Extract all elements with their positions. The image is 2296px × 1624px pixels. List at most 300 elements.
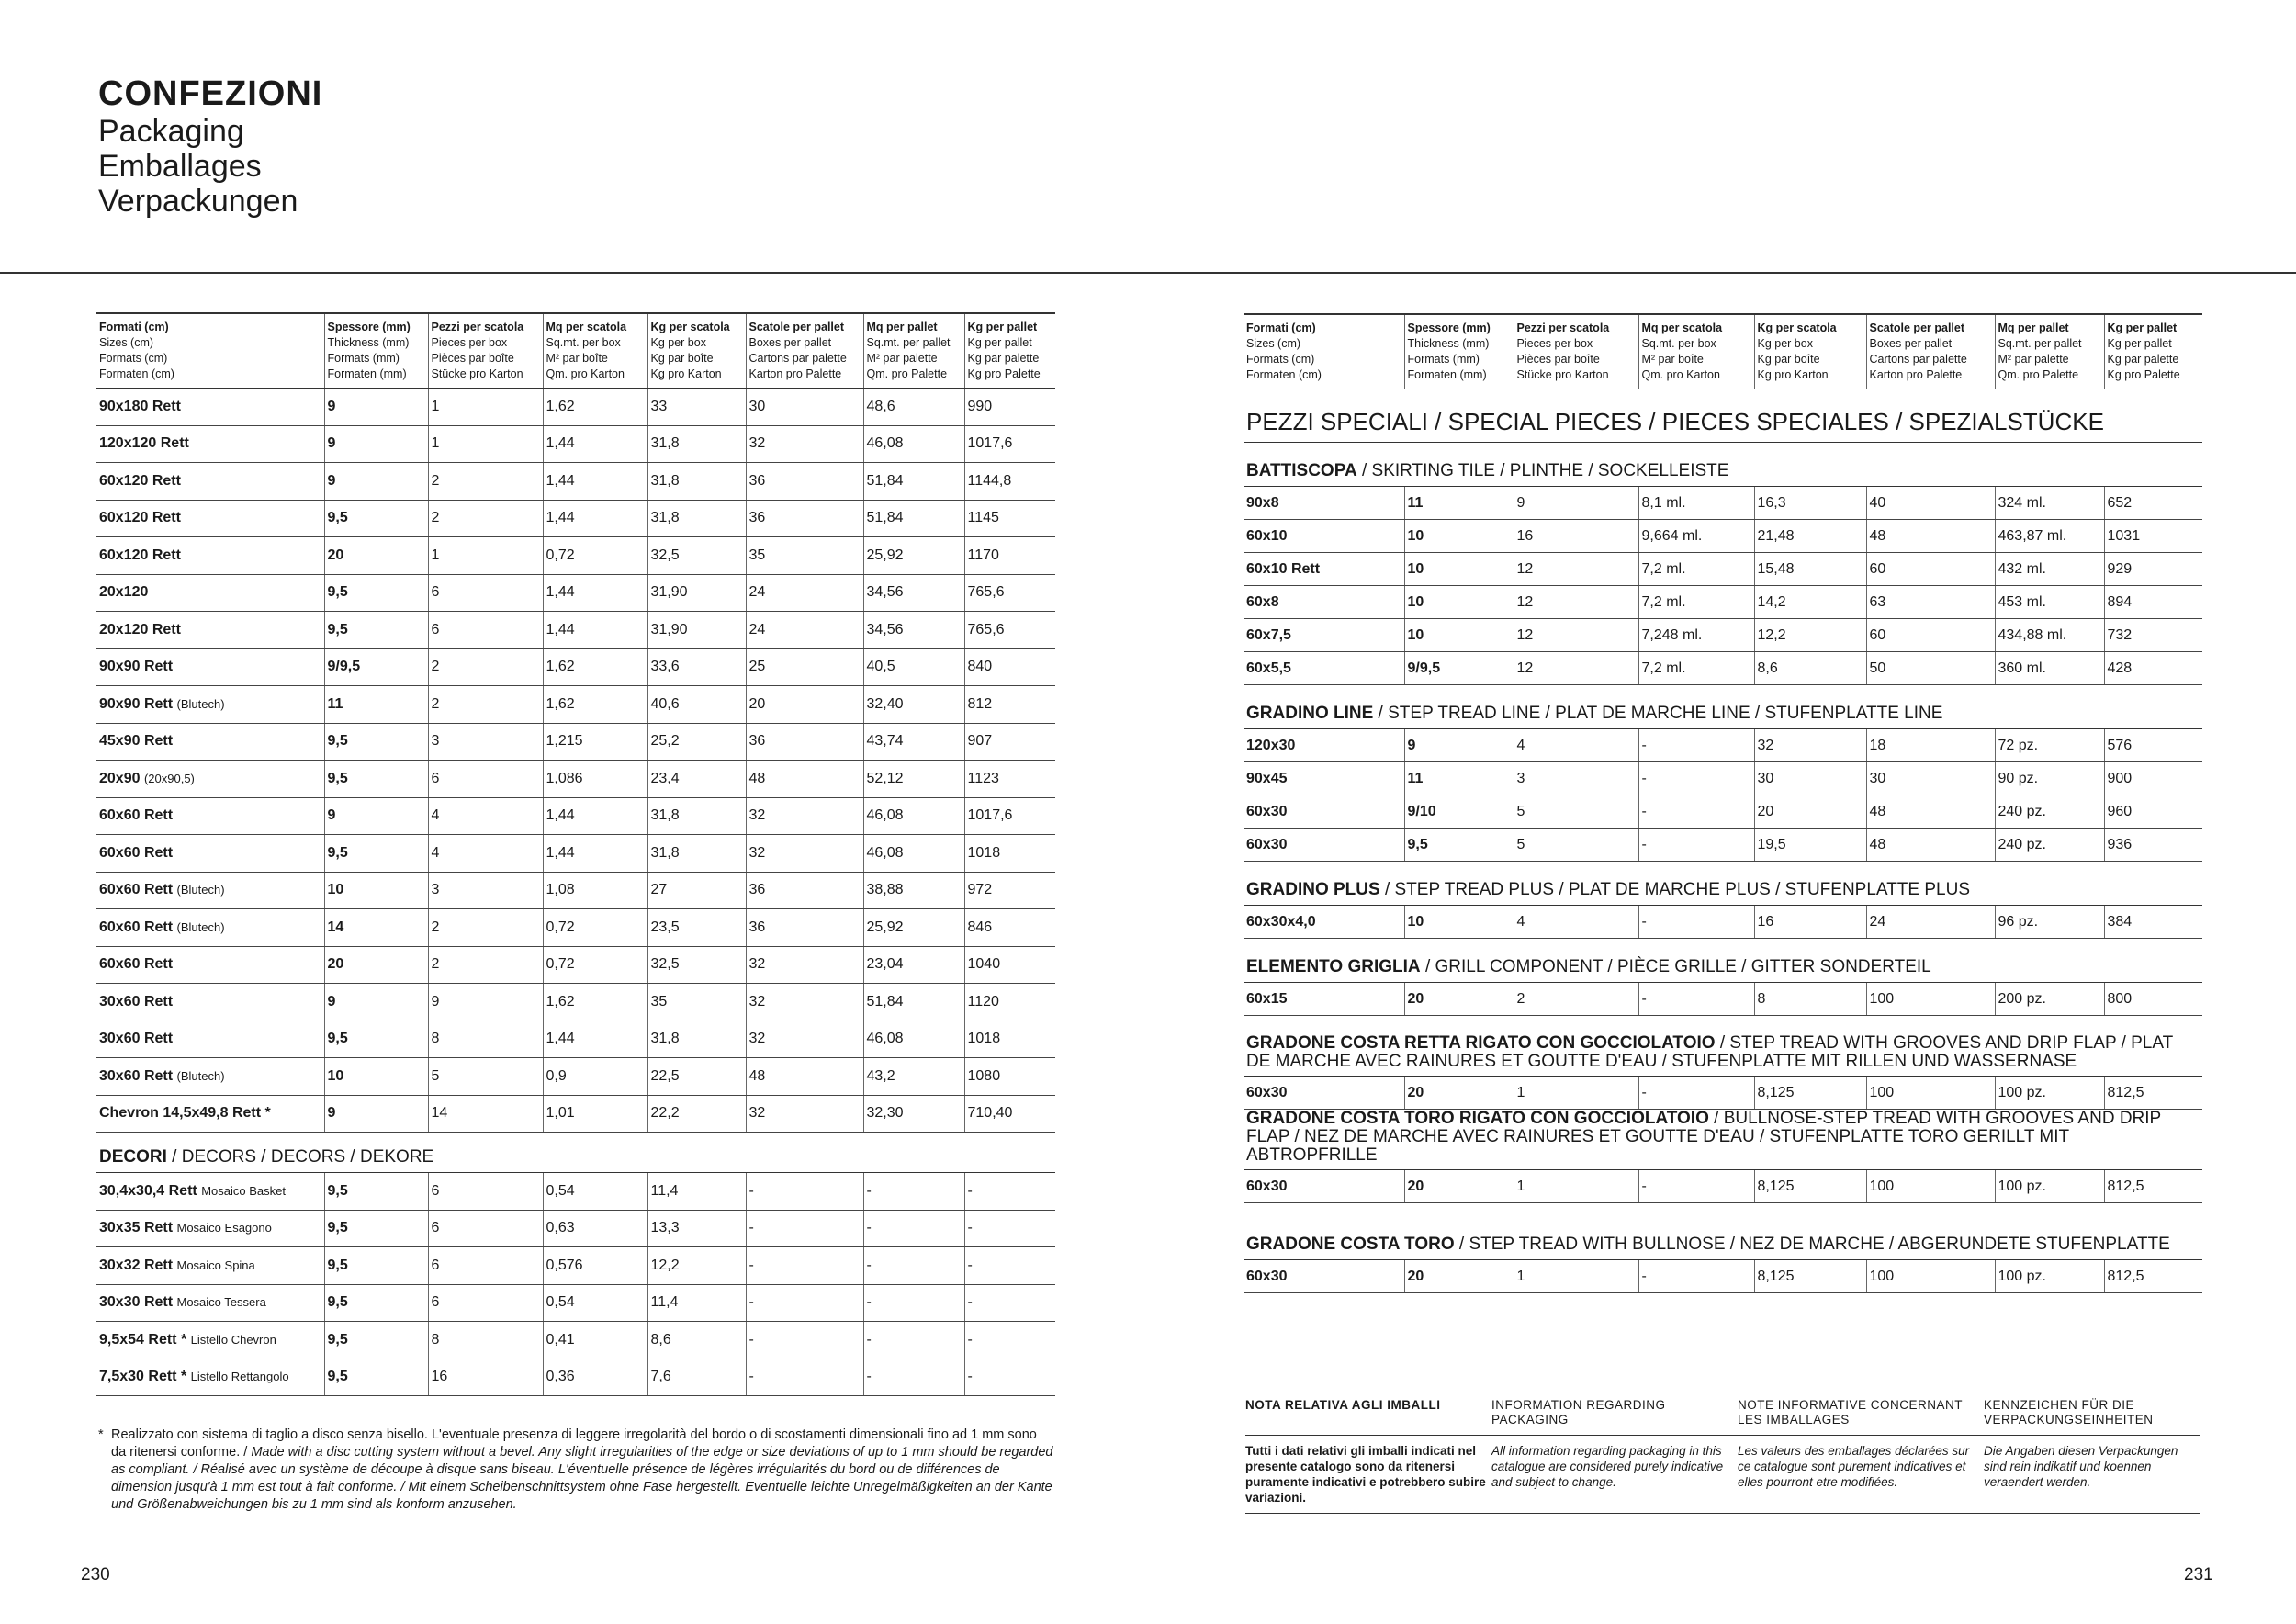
value-cell: 6: [428, 1247, 543, 1285]
table-row: [96, 797, 1055, 835]
value-cell: 2: [428, 648, 543, 686]
section-title-rest: / STEP TREAD LINE / PLAT DE MARCHE LINE / STUFENPLATTE LINE: [1373, 704, 1943, 723]
footnote-marker: *: [98, 1427, 104, 1442]
header-kg-pallet-en: Kg per pallet: [967, 336, 1032, 349]
table-row: [96, 909, 1055, 947]
format-name: 30x60 Rett: [99, 1067, 174, 1084]
section-title: [1244, 1110, 2202, 1170]
header-boxes-pallet-it: Scatole per pallet: [1869, 321, 1965, 334]
value-cell: 1120: [964, 984, 1055, 1021]
value-cell: 360 ml.: [1995, 652, 2104, 685]
table-row: [96, 425, 1055, 463]
table-row: [1244, 762, 2202, 795]
value-cell: -: [1638, 1077, 1754, 1110]
value-cell: 1,44: [543, 612, 647, 649]
format-name: 60x120 Rett: [99, 472, 181, 489]
format-name: 7,5x30 Rett *: [99, 1369, 187, 1385]
table-row: [96, 835, 1055, 873]
value-cell: 50: [1866, 652, 1995, 685]
format-cell: [96, 537, 324, 575]
table-row: [1244, 829, 2202, 862]
value-cell: 5: [1514, 829, 1638, 862]
value-cell: 1,44: [543, 425, 647, 463]
value-cell: 8,1 ml.: [1638, 487, 1754, 520]
value-cell: 31,8: [647, 425, 746, 463]
value-cell: 765,6: [964, 612, 1055, 649]
value-cell: 100: [1866, 1260, 1995, 1293]
value-cell: 2: [428, 500, 543, 537]
value-cell: 16: [1754, 906, 1866, 939]
value-cell: 936: [2104, 829, 2202, 862]
value-cell: 960: [2104, 795, 2202, 829]
section-title-bold: ELEMENTO GRIGLIA: [1246, 957, 1421, 976]
table-row: [1244, 795, 2202, 829]
header-pieces-de: Stücke pro Karton: [1516, 368, 1609, 381]
format-name: 30x35 Rett: [99, 1220, 174, 1236]
value-cell: 30: [1754, 762, 1866, 795]
value-cell: 31,8: [647, 835, 746, 873]
section-header: [1244, 443, 2202, 487]
value-cell: 52,12: [863, 761, 964, 798]
section-header: [1244, 939, 2202, 983]
value-cell: -: [863, 1322, 964, 1359]
header-boxes-pallet-fr: Cartons par palette: [748, 352, 847, 365]
value-cell: 20: [746, 686, 863, 724]
format-cell: [96, 835, 324, 873]
header-kg-pallet-it: Kg per pallet: [2107, 321, 2178, 334]
header-pieces-it: Pezzi per scatola: [1516, 321, 1610, 334]
value-cell: 11,4: [647, 1284, 746, 1322]
format-note: (Blutech): [176, 696, 225, 711]
value-cell: -: [964, 1210, 1055, 1247]
page-number-left: 230: [81, 1565, 110, 1585]
header-sqm-box-en: Sq.mt. per box: [546, 336, 621, 349]
section-title-rest: / SKIRTING TILE / PLINTHE / SOCKELLEISTE: [1356, 461, 1729, 480]
value-cell: 1: [1514, 1077, 1638, 1110]
value-cell: 25: [746, 648, 863, 686]
section-header-decori: [96, 1133, 1055, 1173]
value-cell: 9: [324, 389, 428, 426]
header-sqm-box-it: Mq per scatola: [546, 321, 627, 333]
value-cell: 7,2 ml.: [1638, 652, 1754, 685]
section-title-bold: BATTISCOPA: [1246, 461, 1357, 480]
format-note: Mosaico Spina: [176, 1257, 255, 1272]
value-cell: 840: [964, 648, 1055, 686]
value-cell: 453 ml.: [1995, 586, 2104, 619]
value-cell: 2: [428, 909, 543, 947]
table-row: [96, 1284, 1055, 1322]
value-cell: 9: [1404, 729, 1514, 762]
value-cell: 1,086: [543, 761, 647, 798]
value-cell: 18: [1866, 729, 1995, 762]
value-cell: 6: [428, 761, 543, 798]
header-sqm-pallet-de: Qm. pro Palette: [1998, 368, 2079, 381]
value-cell: 20: [1404, 983, 1514, 1016]
table-row: [96, 1058, 1055, 1096]
section-title: [1244, 939, 2202, 983]
value-cell: 9,5: [324, 1284, 428, 1322]
value-cell: 15,48: [1754, 553, 1866, 586]
value-cell: 2: [428, 686, 543, 724]
value-cell: -: [746, 1210, 863, 1247]
header-formats-it: Formati (cm): [1246, 321, 1316, 334]
table-row: [96, 648, 1055, 686]
value-cell: -: [863, 1247, 964, 1285]
packaging-notes: [1245, 1398, 2200, 1514]
value-cell: 3: [428, 872, 543, 909]
value-cell: 31,8: [647, 463, 746, 501]
header-kg-box-fr: Kg par boîte: [650, 352, 714, 365]
value-cell: 5: [428, 1058, 543, 1096]
format-cell: [96, 1095, 324, 1133]
section-title-bold: GRADONE COSTA TORO: [1246, 1235, 1455, 1254]
value-cell: 929: [2104, 553, 2202, 586]
format-cell: [96, 686, 324, 724]
format-cell: [96, 648, 324, 686]
value-cell: -: [746, 1247, 863, 1285]
value-cell: 1017,6: [964, 797, 1055, 835]
value-cell: 32,5: [647, 946, 746, 984]
value-cell: 46,08: [863, 1021, 964, 1058]
header-kg-box-it: Kg per scatola: [650, 321, 730, 333]
header-thickness-fr: Formats (mm): [1407, 353, 1480, 366]
value-cell: 30: [746, 389, 863, 426]
value-cell: 96 pz.: [1995, 906, 2104, 939]
value-cell: 765,6: [964, 574, 1055, 612]
note-body-de: Die Angaben diesen Verpackungen sind rein indikatif und koennen veraendert werden.: [1984, 1436, 2200, 1514]
format-name: 60x60 Rett: [99, 882, 174, 898]
value-cell: 900: [2104, 762, 2202, 795]
value-cell: 7,6: [647, 1359, 746, 1396]
section-title-bold: GRADINO LINE: [1246, 704, 1374, 723]
value-cell: 1,62: [543, 686, 647, 724]
value-cell: 4: [428, 797, 543, 835]
section-title: [1244, 862, 2202, 906]
value-cell: 1,01: [543, 1095, 647, 1133]
format-name: 90x90 Rett: [99, 695, 174, 712]
value-cell: 4: [428, 835, 543, 873]
value-cell: 6: [428, 1173, 543, 1211]
value-cell: -: [863, 1210, 964, 1247]
section-header: [1244, 862, 2202, 906]
value-cell: 1,44: [543, 835, 647, 873]
value-cell: 38,88: [863, 872, 964, 909]
value-cell: 0,63: [543, 1210, 647, 1247]
value-cell: 51,84: [863, 500, 964, 537]
value-cell: 12: [1514, 652, 1638, 685]
value-cell: 434,88 ml.: [1995, 619, 2104, 652]
value-cell: -: [746, 1322, 863, 1359]
value-cell: 12: [1514, 586, 1638, 619]
value-cell: 9,5: [1404, 829, 1514, 862]
table-row: [1244, 983, 2202, 1016]
format-cell: [96, 463, 324, 501]
value-cell: -: [1638, 983, 1754, 1016]
table-row: [1244, 729, 2202, 762]
value-cell: 8: [428, 1021, 543, 1058]
format-cell: 120x30: [1244, 729, 1404, 762]
packaging-table-special: [1244, 313, 2202, 1293]
format-name: 60x60 Rett: [99, 844, 174, 861]
value-cell: 31,8: [647, 1021, 746, 1058]
header-sqm-box-de: Qm. pro Karton: [546, 367, 625, 380]
value-cell: 34,56: [863, 612, 964, 649]
header-kg-box-it: Kg per scatola: [1757, 321, 1837, 334]
table-row: [1244, 1170, 2202, 1203]
value-cell: 1: [428, 425, 543, 463]
title-block: [98, 73, 322, 219]
value-cell: 31,90: [647, 612, 746, 649]
value-cell: 9: [324, 1095, 428, 1133]
value-cell: 9,5: [324, 1173, 428, 1211]
value-cell: 48: [746, 761, 863, 798]
value-cell: 9/9,5: [324, 648, 428, 686]
value-cell: 1144,8: [964, 463, 1055, 501]
table-row: [1244, 586, 2202, 619]
value-cell: 10: [1404, 520, 1514, 553]
value-cell: 8,125: [1754, 1077, 1866, 1110]
value-cell: 43,74: [863, 723, 964, 761]
format-cell: 60x7,5: [1244, 619, 1404, 652]
header-sqm-pallet: [1995, 314, 2104, 389]
header-formats-fr: Formats (cm): [99, 352, 168, 365]
header-pieces-fr: Pièces par boîte: [431, 352, 514, 365]
value-cell: 32: [746, 425, 863, 463]
value-cell: 14,2: [1754, 586, 1866, 619]
value-cell: 31,8: [647, 500, 746, 537]
value-cell: 1017,6: [964, 425, 1055, 463]
value-cell: 12,2: [1754, 619, 1866, 652]
value-cell: 6: [428, 612, 543, 649]
section-header: [1244, 685, 2202, 729]
top-divider: [0, 272, 2296, 274]
value-cell: 32: [746, 946, 863, 984]
value-cell: 32: [1754, 729, 1866, 762]
format-cell: [96, 612, 324, 649]
format-cell: 60x30: [1244, 829, 1404, 862]
value-cell: 0,54: [543, 1173, 647, 1211]
table-header: [96, 313, 1055, 389]
section-title-bold: DECORI: [99, 1147, 167, 1167]
value-cell: 10: [1404, 586, 1514, 619]
format-note: Mosaico Esagono: [176, 1221, 272, 1235]
section-title-rest: / STEP TREAD WITH GROOVES AND DRIP FLAP / PLAT DE MARCHE AVEC RAINURES ET GOUTTE D'EAU / STUFENPLATTE MIT RILLEN UND WASSERNASE: [1246, 1033, 2173, 1071]
value-cell: -: [746, 1173, 863, 1211]
header-kg-box: [1754, 314, 1866, 389]
section-title: [1244, 1203, 2202, 1260]
value-cell: -: [964, 1247, 1055, 1285]
value-cell: 23,5: [647, 909, 746, 947]
value-cell: 90 pz.: [1995, 762, 2104, 795]
value-cell: 33,6: [647, 648, 746, 686]
value-cell: 32,5: [647, 537, 746, 575]
value-cell: 1,44: [543, 574, 647, 612]
section-title-bold: GRADINO PLUS: [1246, 880, 1380, 899]
value-cell: 894: [2104, 586, 2202, 619]
header-boxes-pallet-fr: Cartons par palette: [1869, 353, 1967, 366]
header-formats-de: Formaten (cm): [99, 367, 174, 380]
value-cell: 40,6: [647, 686, 746, 724]
format-name: 9,5x54 Rett *: [99, 1331, 187, 1348]
value-cell: 0,72: [543, 909, 647, 947]
section-header: [1244, 1203, 2202, 1260]
value-cell: 240 pz.: [1995, 829, 2104, 862]
value-cell: 100: [1866, 1170, 1995, 1203]
format-cell: [96, 1210, 324, 1247]
value-cell: 9,5: [324, 1210, 428, 1247]
format-name: 30x60 Rett: [99, 1031, 174, 1047]
value-cell: 100 pz.: [1995, 1077, 2104, 1110]
value-cell: 9: [324, 463, 428, 501]
header-sqm-pallet: [863, 313, 964, 389]
table-row: [96, 872, 1055, 909]
value-cell: 8,6: [1754, 652, 1866, 685]
value-cell: -: [863, 1359, 964, 1396]
value-cell: -: [1638, 729, 1754, 762]
format-name: 60x60 Rett: [99, 919, 174, 935]
format-name: 20x120: [99, 584, 149, 601]
value-cell: 23,4: [647, 761, 746, 798]
value-cell: 10: [324, 872, 428, 909]
value-cell: 9/9,5: [1404, 652, 1514, 685]
value-cell: 32,30: [863, 1095, 964, 1133]
value-cell: 31,90: [647, 574, 746, 612]
value-cell: 30: [1866, 762, 1995, 795]
value-cell: 36: [746, 909, 863, 947]
format-name: 30x60 Rett: [99, 993, 174, 1009]
value-cell: 3: [428, 723, 543, 761]
table-row: [96, 1021, 1055, 1058]
value-cell: 1: [428, 389, 543, 426]
value-cell: 48: [1866, 829, 1995, 862]
header-thickness-de: Formaten (mm): [1407, 368, 1487, 381]
value-cell: 1,44: [543, 1021, 647, 1058]
section-title-main: PEZZI SPECIALI: [1246, 408, 1428, 435]
value-cell: -: [964, 1284, 1055, 1322]
header-pieces-en: Pieces per box: [1516, 337, 1593, 350]
value-cell: 25,2: [647, 723, 746, 761]
page-title: CONFEZIONI: [98, 74, 323, 113]
value-cell: 48: [1866, 795, 1995, 829]
value-cell: 9,5: [324, 1359, 428, 1396]
header-thickness: [1404, 314, 1514, 389]
section-title: [1244, 389, 2202, 443]
value-cell: 0,72: [543, 537, 647, 575]
table-row: [96, 537, 1055, 575]
value-cell: 1,44: [543, 463, 647, 501]
section-title-rest: / STEP TREAD WITH BULLNOSE / NEZ DE MARCHE / ABGERUNDETE STUFENPLATTE: [1454, 1235, 2170, 1254]
value-cell: 4: [1514, 729, 1638, 762]
value-cell: 32: [746, 835, 863, 873]
value-cell: 22,2: [647, 1095, 746, 1133]
value-cell: 1,215: [543, 723, 647, 761]
header-kg-box-fr: Kg par boîte: [1757, 353, 1820, 366]
format-note: Mosaico Tessera: [176, 1295, 266, 1310]
note-body-it: Tutti i dati relativi gli imballi indicati nel presente catalogo sono da ritenersi puramente indicativi e potrebbero subire variazioni.: [1245, 1436, 1491, 1514]
format-cell: 60x30: [1244, 1077, 1404, 1110]
table-row: [1244, 1077, 2202, 1110]
format-cell: 90x8: [1244, 487, 1404, 520]
value-cell: -: [964, 1173, 1055, 1211]
value-cell: 240 pz.: [1995, 795, 2104, 829]
note-heading-en: INFORMATION REGARDING PACKAGING: [1491, 1398, 1738, 1436]
value-cell: 1,44: [543, 797, 647, 835]
header-boxes-pallet-de: Karton pro Palette: [748, 367, 842, 380]
header-kg-pallet-fr: Kg par palette: [2107, 353, 2179, 366]
header-boxes-pallet: [746, 313, 863, 389]
footnote: [98, 1427, 1053, 1514]
section-title-rest: / DECORS / DECORS / DEKORE: [166, 1147, 434, 1167]
format-cell: 60x15: [1244, 983, 1404, 1016]
value-cell: 4: [1514, 906, 1638, 939]
value-cell: 972: [964, 872, 1055, 909]
value-cell: 1123: [964, 761, 1055, 798]
value-cell: -: [1638, 906, 1754, 939]
format-name: 120x120 Rett: [99, 435, 189, 452]
value-cell: 9,5: [324, 1247, 428, 1285]
header-formats-en: Sizes (cm): [1246, 337, 1301, 350]
format-cell: [96, 797, 324, 835]
header-thickness: [324, 313, 428, 389]
page-subtitle-en: Packaging: [98, 114, 244, 149]
value-cell: 10: [1404, 553, 1514, 586]
value-cell: 9,5: [324, 574, 428, 612]
value-cell: 16,3: [1754, 487, 1866, 520]
table-row: [96, 612, 1055, 649]
value-cell: 1: [1514, 1170, 1638, 1203]
value-cell: 812,5: [2104, 1260, 2202, 1293]
value-cell: 11: [324, 686, 428, 724]
format-cell: [96, 723, 324, 761]
value-cell: 100: [1866, 1077, 1995, 1110]
value-cell: 48,6: [863, 389, 964, 426]
value-cell: 9,5: [324, 723, 428, 761]
value-cell: 51,84: [863, 463, 964, 501]
format-cell: [96, 1021, 324, 1058]
table-row: [1244, 1260, 2202, 1293]
value-cell: 1018: [964, 1021, 1055, 1058]
format-cell: [96, 425, 324, 463]
page-subtitle-fr: Emballages: [98, 149, 262, 184]
section-header-pezzi: [1244, 389, 2202, 443]
value-cell: 34,56: [863, 574, 964, 612]
format-note: (Blutech): [176, 1068, 225, 1083]
value-cell: 48: [1866, 520, 1995, 553]
table-row: [96, 500, 1055, 537]
value-cell: 72 pz.: [1995, 729, 2104, 762]
format-name: 60x60 Rett: [99, 956, 174, 973]
value-cell: 6: [428, 1210, 543, 1247]
value-cell: 51,84: [863, 984, 964, 1021]
value-cell: 46,08: [863, 835, 964, 873]
header-thickness-de: Formaten (mm): [327, 367, 407, 380]
value-cell: 12,2: [647, 1247, 746, 1285]
section-title: [1244, 685, 2202, 729]
format-cell: 60x10: [1244, 520, 1404, 553]
value-cell: 9,664 ml.: [1638, 520, 1754, 553]
section-title-bold: GRADONE COSTA TORO RIGATO CON GOCCIOLATOIO: [1246, 1109, 1709, 1128]
value-cell: 20: [324, 537, 428, 575]
value-cell: 16: [428, 1359, 543, 1396]
value-cell: 576: [2104, 729, 2202, 762]
value-cell: 384: [2104, 906, 2202, 939]
header-formats: [1244, 314, 1404, 389]
value-cell: 20: [1754, 795, 1866, 829]
header-kg-pallet-de: Kg pro Palette: [967, 367, 1041, 380]
value-cell: 1,08: [543, 872, 647, 909]
section-title-bold: GRADONE COSTA RETTA RIGATO CON GOCCIOLATOIO: [1246, 1033, 1716, 1053]
format-cell: [96, 761, 324, 798]
